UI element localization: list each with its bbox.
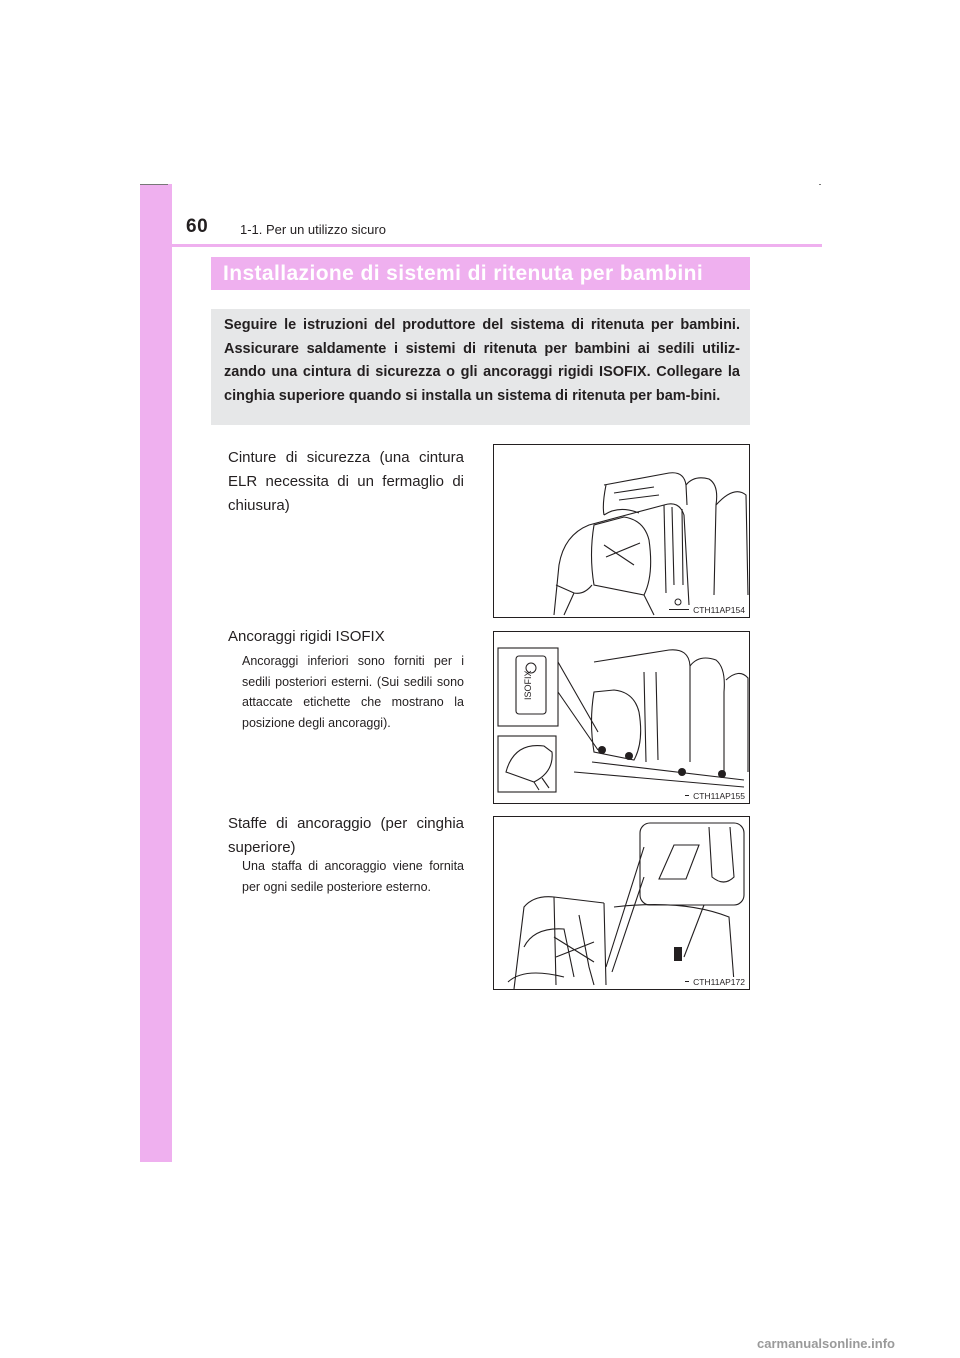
crop-mark	[819, 184, 821, 185]
figure-code: CTH11AP172	[693, 977, 745, 987]
figure-leader-line	[685, 981, 689, 982]
isofix-illustration	[494, 632, 750, 804]
page-number: 60	[186, 216, 209, 237]
figure-code: CTH11AP154	[693, 605, 745, 615]
figure-seatbelt	[493, 444, 750, 618]
chapter-title: 1-1. Per un utilizzo sicuro	[240, 222, 386, 237]
isofix-label-text: ISOFIX	[523, 670, 533, 700]
figure-leader-line	[685, 795, 689, 796]
item-title-seatbelt: Cinture di sicurezza (una cintura ELR necessita di un fermaglio di chiusura)	[228, 449, 464, 514]
section-heading: Installazione di sistemi di ritenuta per bambini	[211, 257, 750, 290]
side-tab-bar	[140, 184, 172, 1162]
figure-code: CTH11AP155	[693, 791, 745, 801]
figure-isofix	[493, 631, 750, 804]
tether-anchor-illustration	[494, 817, 750, 990]
item-description-tether-anchor: Una staffa di ancoraggio viene fornita per ogni sedile posteriore esterno.	[242, 859, 464, 894]
header-divider	[172, 244, 822, 247]
item-description-isofix: Ancoraggi inferiori sono forniti per i sedili posteriori esterni. (Sui sedili sono attaccate etichette che mostrano la posizione degli ancoraggi).	[242, 654, 464, 730]
intro-box: Seguire le istruzioni del produttore del sistema di ritenuta per bambini. Assicurare saldamente i sistemi di ritenuta per bambini ai sedili utiliz-zando una cintura di sicurezza o gli ancoraggi rigidi ISOFIX. Collegare la cinghia superiore quando si installa un sistema di ritenuta per bam-bini.	[211, 309, 750, 425]
figure-leader-line	[669, 609, 689, 610]
watermark: carmanualsonline.info	[757, 1336, 895, 1351]
crop-mark	[140, 184, 168, 185]
item-title-isofix: Ancoraggi rigidi ISOFIX	[228, 628, 385, 645]
figure-tether-anchor	[493, 816, 750, 990]
seatbelt-illustration	[494, 445, 750, 618]
item-title-tether-anchor: Staffe di ancoraggio (per cinghia superiore)	[228, 815, 464, 856]
